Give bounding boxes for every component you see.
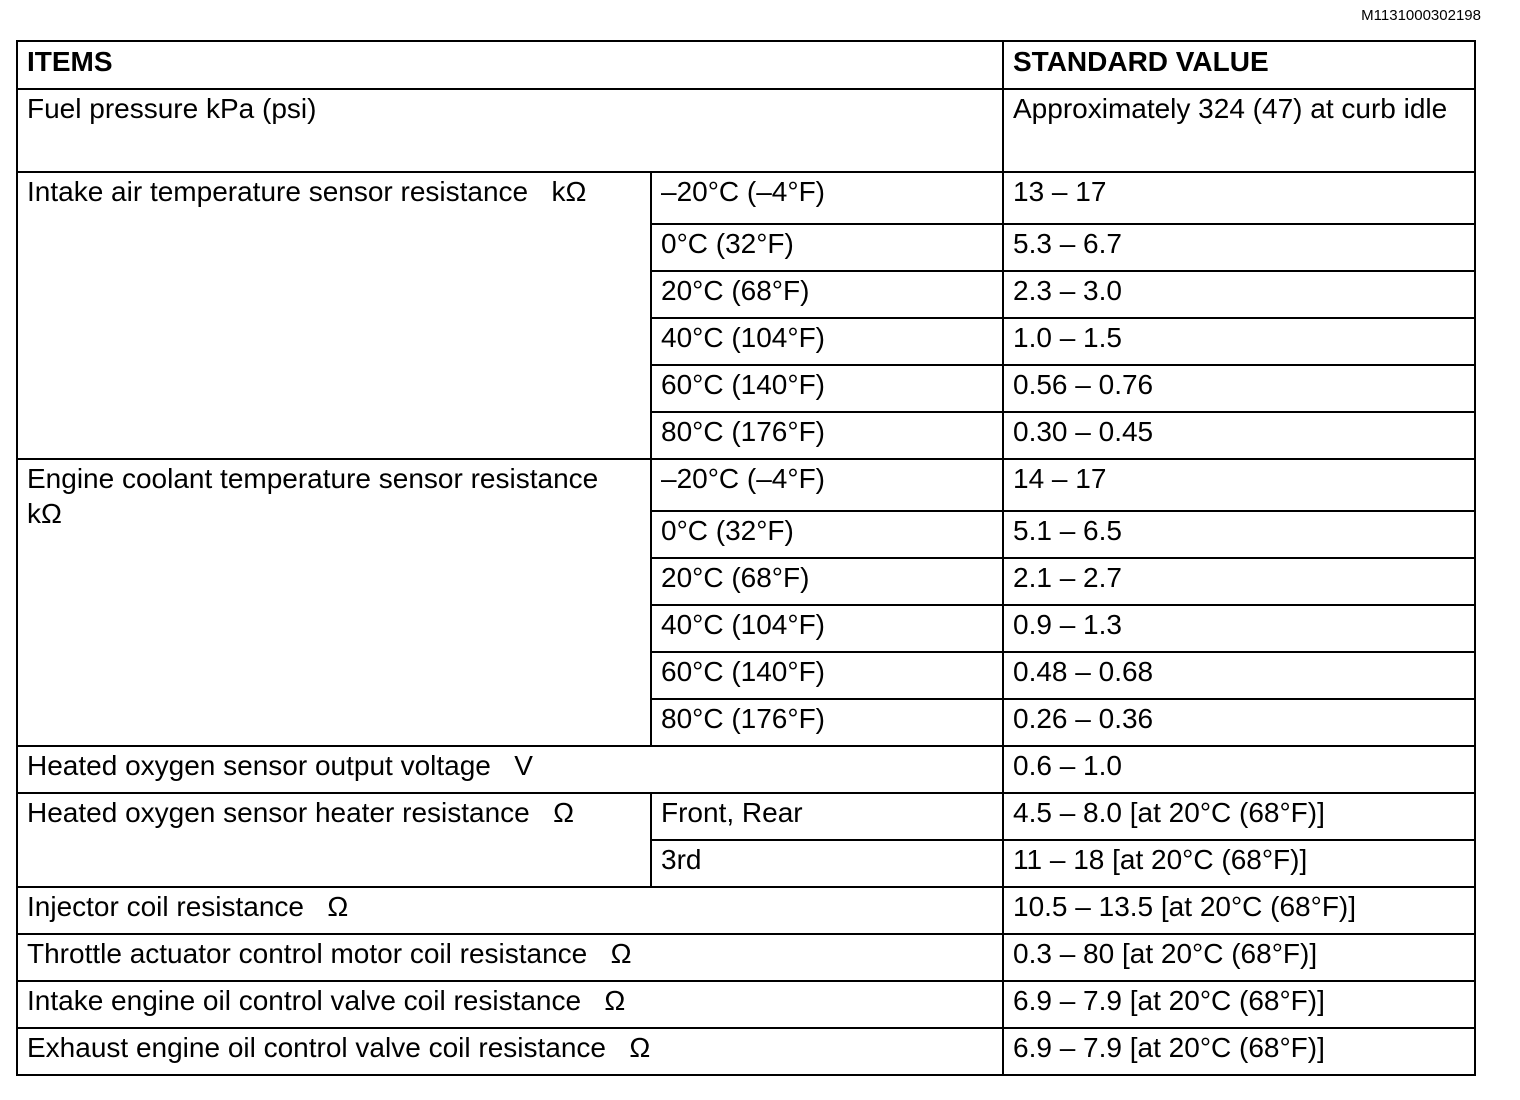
standard-value-header: STANDARD VALUE (1003, 41, 1475, 89)
value-cell: 2.1 – 2.7 (1003, 558, 1475, 605)
exhaust-ocv-value: 6.9 – 7.9 [at 20°C (68°F)] (1003, 1028, 1475, 1075)
ho2s-voltage-label: Heated oxygen sensor output voltage V (17, 746, 1003, 793)
temperature-cell: 60°C (140°F) (651, 365, 1003, 412)
value-cell: 14 – 17 (1003, 459, 1475, 511)
table-row (17, 934, 1475, 981)
table-row (17, 887, 1475, 934)
temperature-cell: 40°C (104°F) (651, 318, 1003, 365)
ho2s-voltage-value: 0.6 – 1.0 (1003, 746, 1475, 793)
temperature-cell: 80°C (176°F) (651, 412, 1003, 459)
table-row (17, 1028, 1475, 1075)
value-cell: 4.5 – 8.0 [at 20°C (68°F)] (1003, 793, 1475, 840)
injector-label: Injector coil resistance Ω (17, 887, 1003, 934)
ho2s-heater-label: Heated oxygen sensor heater resistance Ω (17, 793, 651, 887)
temperature-cell: –20°C (–4°F) (651, 172, 1003, 224)
temperature-cell: 80°C (176°F) (651, 699, 1003, 746)
header-row (17, 41, 1475, 89)
value-cell: 5.3 – 6.7 (1003, 224, 1475, 271)
temperature-cell: –20°C (–4°F) (651, 459, 1003, 511)
specification-table (16, 40, 1476, 1076)
injector-value: 10.5 – 13.5 [at 20°C (68°F)] (1003, 887, 1475, 934)
temperature-cell: 0°C (32°F) (651, 224, 1003, 271)
temperature-cell: 0°C (32°F) (651, 511, 1003, 558)
exhaust-ocv-label: Exhaust engine oil control valve coil resistance Ω (17, 1028, 1003, 1075)
table-row (17, 459, 1475, 511)
value-cell: 0.48 – 0.68 (1003, 652, 1475, 699)
temperature-cell: 20°C (68°F) (651, 271, 1003, 318)
table-row (17, 746, 1475, 793)
condition-cell: Front, Rear (651, 793, 1003, 840)
condition-cell: 3rd (651, 840, 1003, 887)
value-cell: 11 – 18 [at 20°C (68°F)] (1003, 840, 1475, 887)
items-header: ITEMS (17, 41, 1003, 89)
temperature-cell: 20°C (68°F) (651, 558, 1003, 605)
document-code: M1131000302198 (1361, 7, 1481, 24)
value-cell: 0.30 – 0.45 (1003, 412, 1475, 459)
throttle-value: 0.3 – 80 [at 20°C (68°F)] (1003, 934, 1475, 981)
table-row (17, 793, 1475, 840)
intake-ocv-label: Intake engine oil control valve coil resistance Ω (17, 981, 1003, 1028)
value-cell: 13 – 17 (1003, 172, 1475, 224)
temperature-cell: 40°C (104°F) (651, 605, 1003, 652)
temperature-cell: 60°C (140°F) (651, 652, 1003, 699)
intake-ocv-value: 6.9 – 7.9 [at 20°C (68°F)] (1003, 981, 1475, 1028)
value-cell: 2.3 – 3.0 (1003, 271, 1475, 318)
value-cell: 5.1 – 6.5 (1003, 511, 1475, 558)
value-cell: 0.9 – 1.3 (1003, 605, 1475, 652)
value-cell: 0.56 – 0.76 (1003, 365, 1475, 412)
value-cell: 0.26 – 0.36 (1003, 699, 1475, 746)
value-cell: 1.0 – 1.5 (1003, 318, 1475, 365)
table-row (17, 981, 1475, 1028)
iat-sensor-label: Intake air temperature sensor resistance kΩ (17, 172, 651, 459)
throttle-label: Throttle actuator control motor coil resistance Ω (17, 934, 1003, 981)
table-row (17, 172, 1475, 224)
table-row (17, 89, 1475, 172)
fuel-pressure-label: Fuel pressure kPa (psi) (17, 89, 1003, 172)
ect-sensor-label: Engine coolant temperature sensor resistance kΩ (17, 459, 651, 746)
fuel-pressure-value: Approximately 324 (47) at curb idle (1003, 89, 1475, 172)
